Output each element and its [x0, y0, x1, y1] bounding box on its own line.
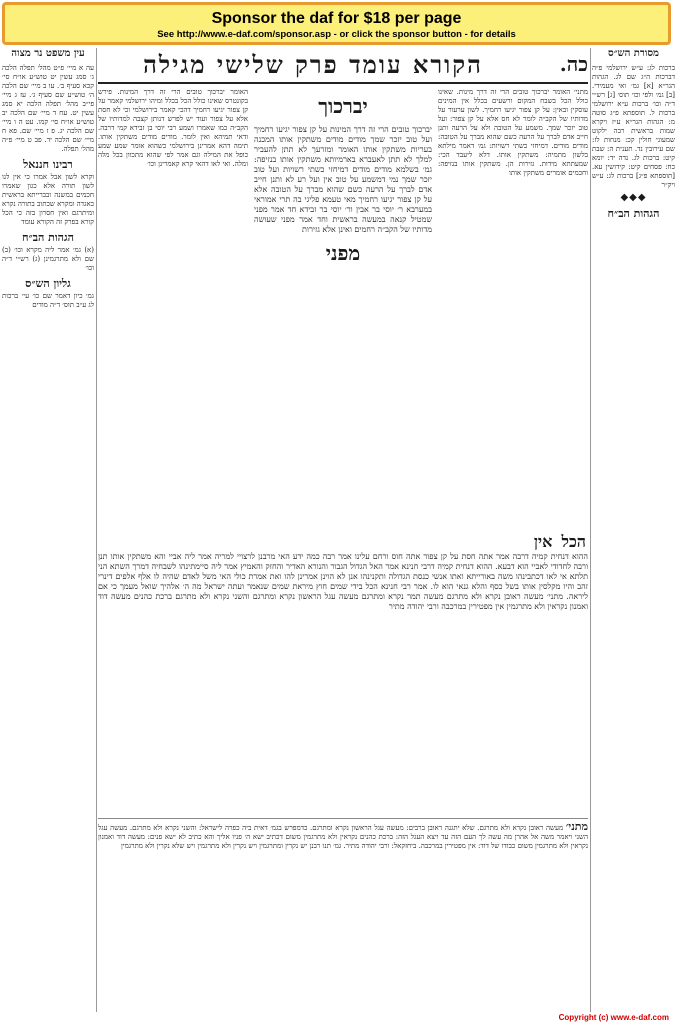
- rabbeinu-chananel-label: רבינו חננאל: [23, 158, 73, 171]
- lower-commentary-text: מעשה ראובן נקרא ולא מתרגם. שלא יתגנה ראובן ברבים: מעשה עגל הראשון נקרא ומתרגם. כדמפרש בגמ׳ דאית ביה כפרה לישראל: והשני נקרא ולא מתרגם. מעשה עגל השני ויאמר משה אל אהרן מה עשה לך העם הזה עד ויצא העגל הזה: ברכת כהנים נקראין ולא מתרגמין משום דכתיב ישא ה׳ פניו אליך והא כתיב לא ישא פנים: מעשה דוד ואמנון נקראין ולא מתרגמין משום כבודו של דוד: אין מפטירין במרכבה. ביחזקאל: ורבי יהודה מתיר. גמ׳ תנו רבנן יש נקרין ומתרגמין ויש נקרין ולא מתרגמין ויש שלא נקרין ולא מתרגמין: [98, 824, 588, 850]
- gemara-section-word: מפני: [325, 241, 361, 265]
- gemara-upper: [254, 88, 432, 528]
- lower-commentary-body: [98, 822, 588, 851]
- hagahot-label: הגהות הב״ח: [607, 207, 660, 220]
- talmud-page: [0, 48, 677, 1012]
- page-number: כה.: [559, 52, 588, 76]
- lower-commentary: [98, 818, 588, 1008]
- mesoret-hashas-text: ברכות לג: ע״ש ירושלמי פ״ה דברכות ה״ג שם לג. הגהות הגר״א [א] גמ׳ ואי מעמידי. [ב] גמ׳ ולפי וכו׳ תוס׳ [ג] רש״י ד״ה וכו׳ ברכות ע״א ירושלמי ברכות ל. תוספתא פ״ג סוטה מ: הגהות הגר״א ע״ז ויקרא שמות בראשית רבה ילקוט שמעוני חולין קכ: מנחות לז: שם עירובין נד. תענית ה: שבת קיט: ברכות לג. נדה יד: יומא כח: פסחים קיט: קידושין עא. [תוספתא פ״ג] ברכות לג: ע״ש ויק״ר: [592, 64, 675, 189]
- rabbeinu-chananel-text: וקרא לשון אבל אמרו כי אין לנו לשון תורה אלא כגון שאמרו חכמים במשנה ובברייתא בראשית כאגדה ומקרא שכתוב בתורה נקרא ומיתרגם ואין חסרון בזה כי הכל קורא בפרק זה הקורא עומד: [2, 173, 94, 226]
- gilyon-hashas-label: גליון הש״ס: [25, 277, 71, 290]
- column-divider: [96, 48, 97, 1012]
- rashi-commentary: מתני׳ האומר יברכוך טובים הרי זה דרך מינות. שאינו כולל הכל בשבח המקום ורשעים בכלל אין המינים עוסקין ובאין: על קן צפור יגיעו רחמיך. לשון ערעור על מדותיו של הקב״ה לומר לא חס אלא על קן צפור: ועל טוב יזכר שמך. משמע על הטובה ולא על הרעה ותנן חייב אדם לברך על הרעה כשם שהוא מברך על הטובה: מודים מודים. דמיחזי כשתי רשויות: גמ׳ דאמר מילתא בלשון מתמיה: משתקין אותו. דלא ליעבד הכי: שמעתתא מידות. גזירות הן. משתקין אותו בנזיפה: וחכמים אומרים משתקין אותו: [438, 88, 588, 177]
- header-rule: [98, 82, 588, 84]
- page-header: [98, 48, 588, 84]
- running-title: הקורא עומד פרק שלישי מגילה: [143, 50, 483, 79]
- copyright-notice[interactable]: Copyright (c) www.e-daf.com: [558, 1013, 669, 1022]
- gilyon-hashas-text: גמ׳ כיון דאמר שם כו׳ עי׳ ברכות לג ע״ב תוס׳ ד״ה מודים: [2, 292, 94, 309]
- ein-mishpat-text: עה א מיי׳ פ״ט מהל׳ תפלה הלכה ג׳ סמג עשין יט טוש״ע או״ח סי׳ קכא סעיף ב׳. עו ב מיי׳ שם הלכה ה׳ טוש״ע שם סעיף ג׳. עז ג מיי׳ פי״ב מהל׳ תפלה הלכה יא סמג עשין יט. עח ד מיי׳ שם הלכה יב טוש״ע או״ח סי׳ קמו. עט ה ו מיי׳ שם הלכה יג. פ ז מיי׳ שם. פא ח מיי׳ שם הלכה יד. פב ט מיי׳ פ״ה מהל׳ תפלה.: [2, 64, 94, 153]
- gemara-upper-text: יברכוך טובים הרי זה דרך המינות על קן צפור יגיעו רחמיך ועל טוב יזכר שמך מודים מודים משתקין אותו המכנה בעריות משתקין אותו האומר ומזרעך לא תתן להעביר למלך לא תתן לאעברא בארמיותא משתקין אותו בנזיפה: גמ׳ בשלמא מודים מודים דמיחזי כשתי רשויות ועל טוב יזכר שמך נמי דמשמע על טוב אין ועל רע לא ותנן חייב אדם לברך על הרעה כשם שהוא מברך על הטובה אלא על קן צפור יגיעו רחמיך מאי טעמא פליגי בה תרי אמוראי במערבא ר׳ יוסי בר אבין ור׳ יוסי בר זבידא חד אמר מפני שמטיל קנאה במעשה בראשית וחד אמר מפני שעושה מדותיו של הקב״ה רחמים ואינן אלא גזירות: [254, 125, 432, 234]
- gemara-keyword-hakol: הכל: [561, 532, 586, 551]
- tosafot-commentary: האומר יברכוך טובים הרי זה דרך המינות. פירש בקונטרס שאינו כולל הכל בכלל ומיהו ירושלמי קאמר על קן צפור יגיעו רחמיך דהכי קאמר בירושלמי וכי לא חסת אלא על צפור ועוד יש לפרש דנותן קצבה למדותיו של הקב״ה כמו שאמרו ושמע רבי יוסי בן זבידא קמי דרבה. ודאי תמיהא ואין לומר. מודים מודים משתקין אותו. תימה דהא אמרינן בירושלמי כשהוא אומר שמע שמע כופל את המילה וגם אמר לפי שהוא מתכוון בכל מלה ומלה. ואי לאו דהאי קרא קאמרינן וכו׳: [98, 88, 248, 168]
- sponsor-banner-title[interactable]: Sponsor the daf for $18 per page: [211, 10, 462, 27]
- hagahot-habach-label: הגהות הב״ח: [22, 231, 74, 244]
- gemara-opening-word: יברכוך: [318, 94, 368, 118]
- divider-ornament: ◆◆◆: [620, 192, 647, 203]
- right-margin-column: [592, 48, 675, 1008]
- gemara-lower-text: ההוא דנחית קמיה דרבה אמר אתה חסת על קן צפור אתה חוס ורחם עלינו אמר רבה כמה ידע האי מרבנן לרצויי למריה אמר ליה אביי והא משתקין אותו תנן ורבה לחדודי לאביי הוא דבעא. ההוא דנחית קמיה דרבי חנינא אמר האל הגדול הגבור והנורא האדיר והחזק והאמיץ אמר ליה סיימתינהו לשבחיה דמרך השתא הני תלתא אי לאו דכתבינהו משה באורייתא ואתו אנשי כנסת הגדולה ותקנינהו אנן לא הוינן אמרינן להו ואת אמרת כולי האי משל לאדם שהיה לו אלף אלפים דינרי זהב והיו מקלסין אותו בשל כסף והלא גנאי הוא לו. אמר רבי חנינא הכל בידי שמים חוץ מיראת שמים שנאמר ועתה ישראל מה ה׳ אלהיך שואל מעמך כי אם ליראה. מתני׳ מעשה ראובן נקרא ולא מתרגם מעשה תמר נקרא ומתרגם מעשה עגל הראשון נקרא ומתרגם והשני נקרא ולא מתרגם ברכת כהנים מעשה דוד ואמנון נקראין ולא מתרגמין אין מפטירין במרכבה ורבי יהודה מתיר: [98, 552, 588, 611]
- gemara-keyword-ein: אין: [533, 532, 553, 551]
- gemara-lower: [98, 532, 588, 812]
- sponsor-banner-subtitle[interactable]: See http://www.e-daf.com/sponsor.asp - or click the sponsor button - for details: [157, 29, 516, 40]
- ein-mishpat-title: עין משפט נר מצוה: [11, 48, 85, 59]
- sponsor-banner[interactable]: [2, 2, 671, 45]
- mesoret-hashas-title: מסורת הש״ס: [608, 48, 659, 59]
- lower-commentary-head: מתני׳: [565, 820, 588, 833]
- center-text-column: [98, 48, 588, 1008]
- hagahot-habach-text: (א) גמ׳ אמר ליה מקרא וכו׳ (ב) שם ולא מתרגמינן (ג) רש״י ד״ה וכו׳: [2, 246, 94, 272]
- left-margin-column: [2, 48, 94, 1008]
- column-divider: [590, 48, 591, 1012]
